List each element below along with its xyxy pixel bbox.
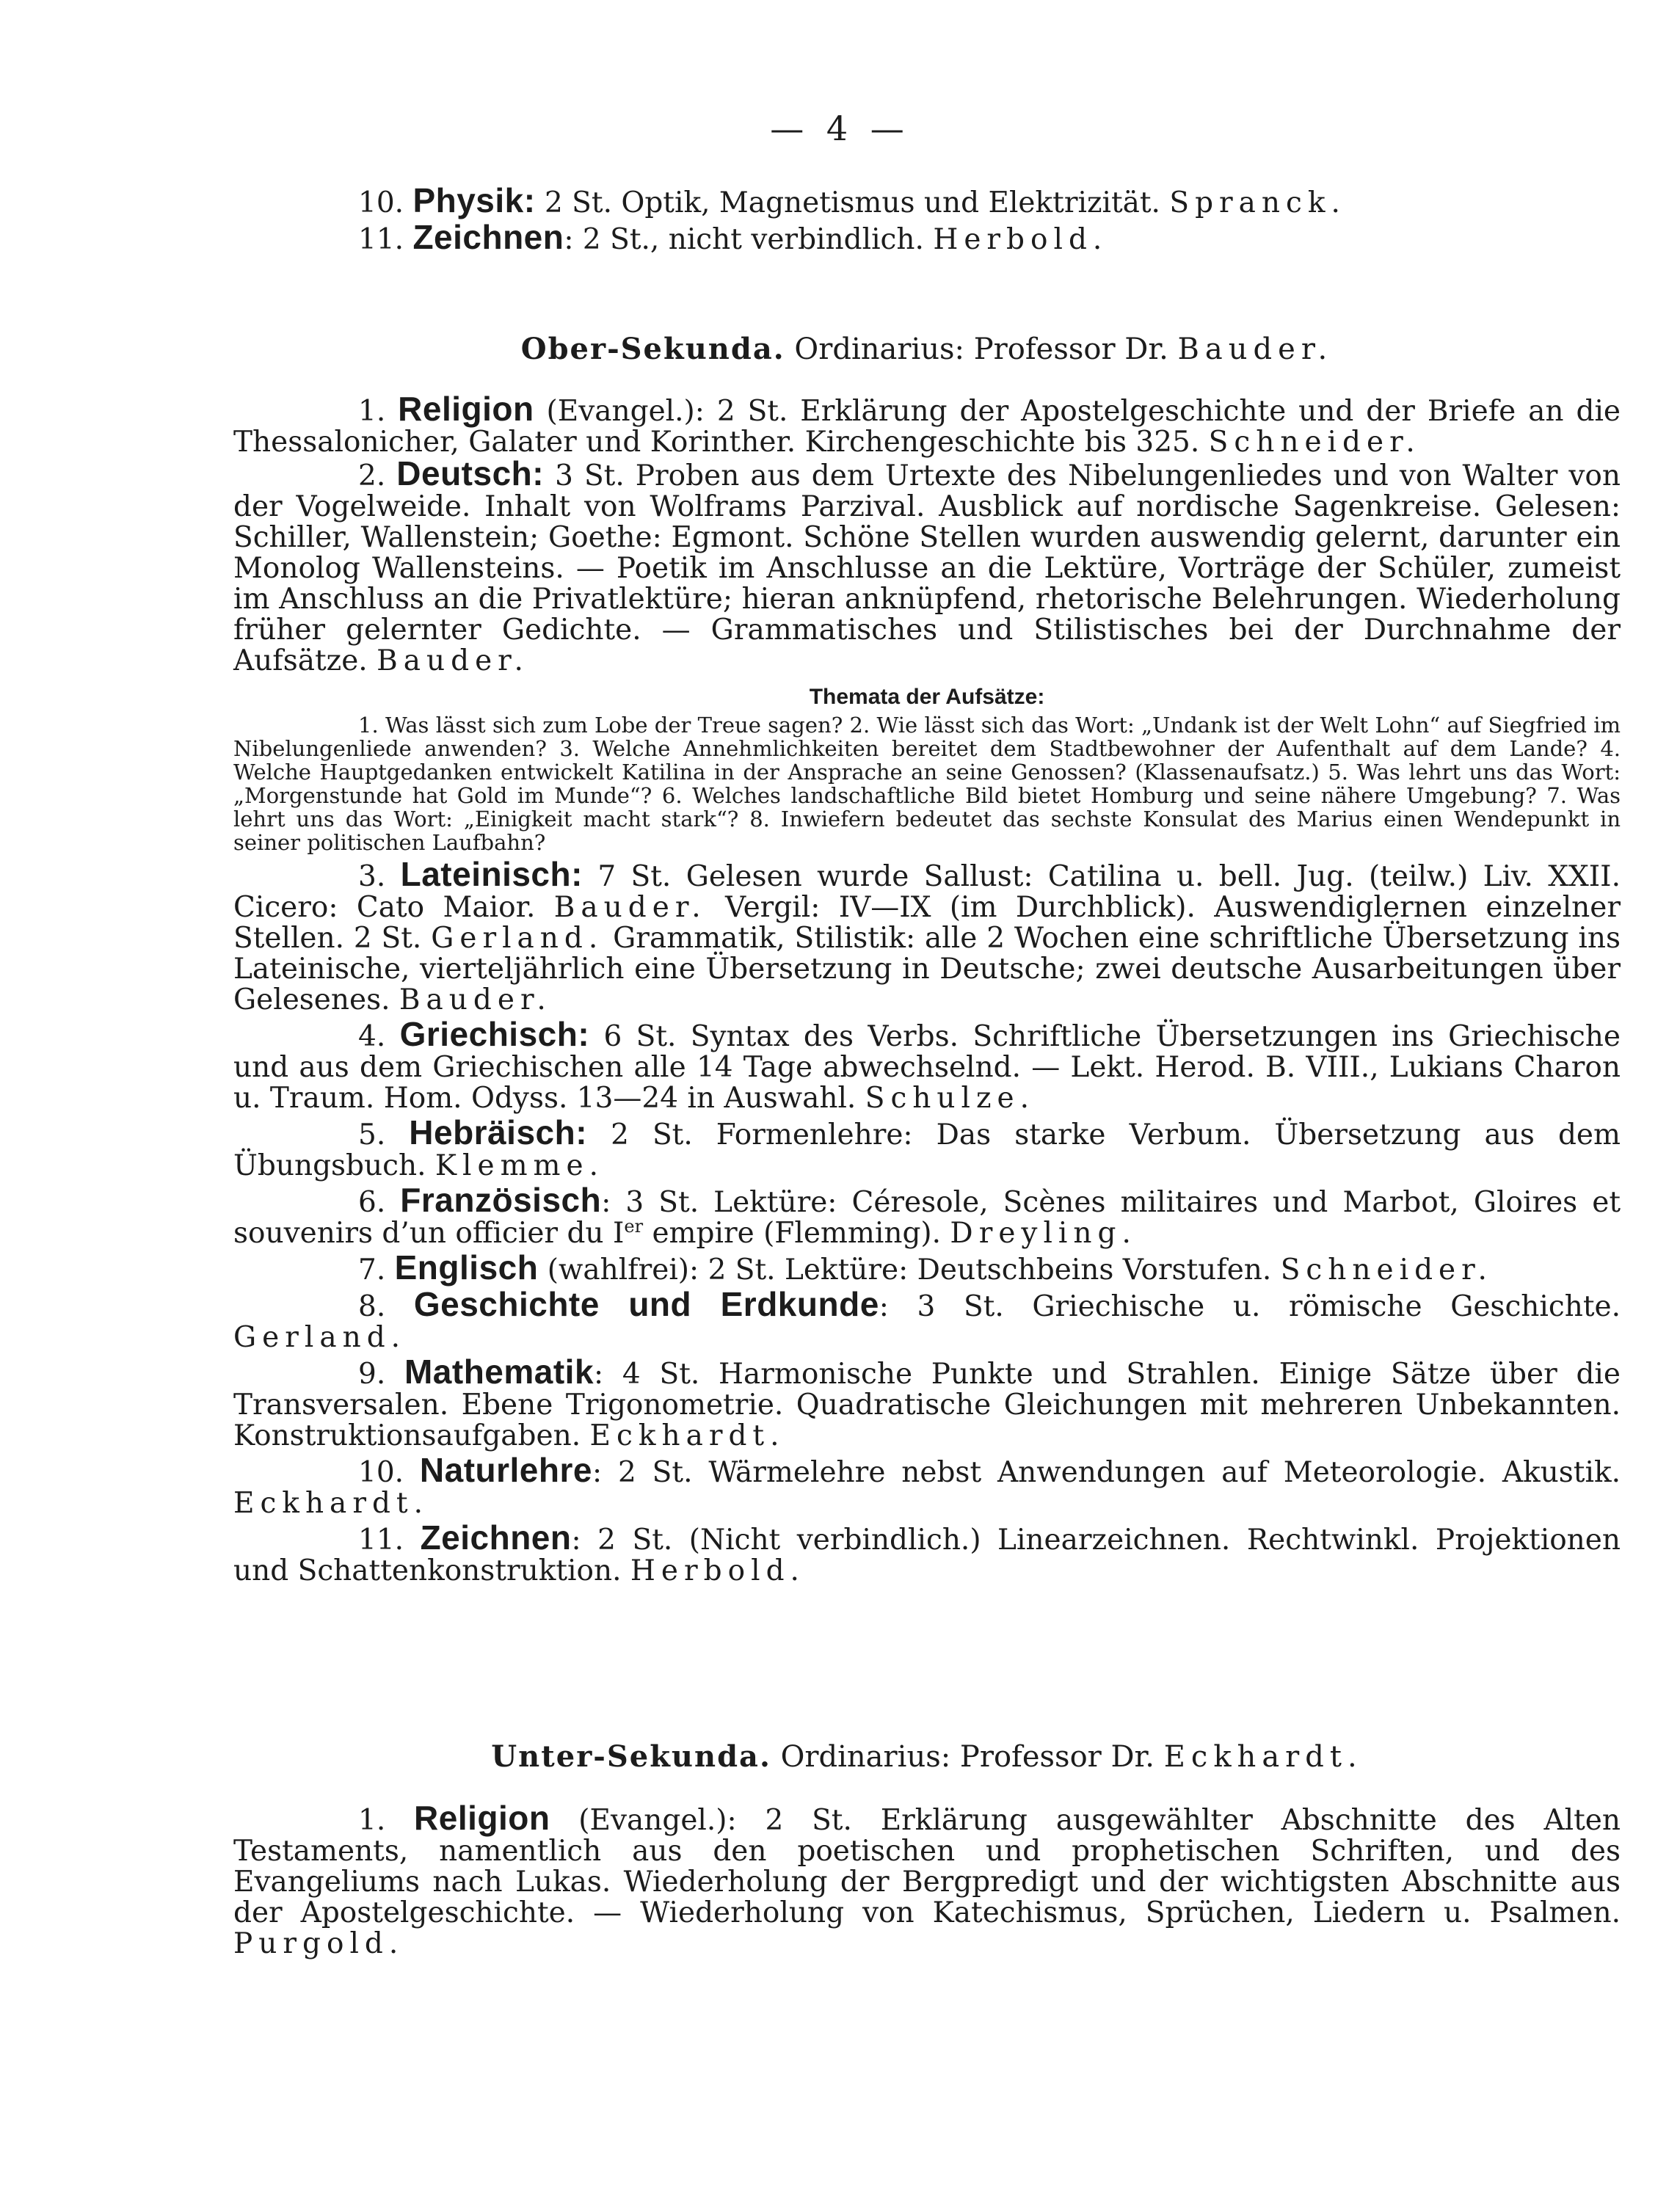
teacher-name: Herbold. (630, 1554, 805, 1587)
ober-zeichnen (233, 1518, 1621, 1587)
superscript: er (624, 1216, 644, 1237)
item-number: 6. (358, 1186, 386, 1219)
item-text: Grammatik, Stilistik: alle 2 Wochen eine schriftliche Übersetzung ins Lateinische, vierteljährlich eine Übersetzung in Deutsche; zwei deutsche Ausarbeitungen über Gelesenes. (233, 922, 1621, 1016)
teacher-name: Bauder. (399, 983, 552, 1016)
item-number: 2. (358, 459, 386, 492)
item-number: 3. (358, 860, 386, 893)
ober-latein (233, 855, 1621, 1016)
intro-physik (233, 181, 1621, 219)
ordinarius-teacher: Eckhardt. (1163, 1740, 1363, 1774)
ober-religion (233, 390, 1621, 459)
item-text: 7 St. Gelesen wurde Sallust: Catilina u. bell. Jug. (teilw.) Liv. XXII. Cicero: Cato Maior. (233, 860, 1621, 924)
ober-sekunda-heading (233, 332, 1621, 366)
item-text: 3 St. Proben aus dem Urtexte des Nibelungenliedes und von Walter von der Vogelweide. Inhalt von Wolframs Parzival. Ausblick auf nordische Sagenkreise. Gelesen: Schiller, Wallenstein; Goethe: Egmont. Schöne Stellen wurden auswendig gelernt, darunter ein Monolog Wallensteins. — Poetik im Anschlusse an die Lektüre, Vorträge der Schüler, zumeist im Anschluss an die Privatlektüre; hieran anknüpfend, rhetorische Belehrungen. Wiederholung früher gelernter Gedichte. — Grammatisches und Stilistisches bei der Durchnahme der Aufsätze. (233, 459, 1621, 677)
ober-deutsch (233, 454, 1621, 677)
item-text: : 2 St. (Nicht verbindlich.) Linearzeichnen. Rechtwinkl. Projektionen und Schattenkonstruktion. (233, 1524, 1621, 1587)
page-number: — 4 — (770, 109, 910, 148)
unter-sekunda-body (233, 1799, 1621, 1960)
item-text: Vergil: IV—IX (im Durchblick). Auswendiglernen einzelner Stellen. 2 St. (233, 891, 1621, 955)
item-number: 10. (358, 1456, 404, 1489)
teacher-name: Gerland. (233, 1321, 407, 1354)
subject-heading: Zeichnen (412, 218, 564, 256)
item-text: 2 St. Optik, Magnetismus und Elektrizität. (535, 186, 1170, 219)
class-name: Ober-Sekunda. (520, 332, 785, 366)
subject-heading: Geschichte und Erdkunde (413, 1285, 879, 1323)
ordinarius-label: Ordinarius: Professor Dr. (771, 1740, 1164, 1774)
item-number: 1. (358, 395, 386, 428)
themata-list (233, 713, 1621, 854)
item-number: 8. (358, 1290, 386, 1323)
subject-heading: Mathematik (404, 1353, 594, 1391)
teacher-name: Schneider. (1280, 1253, 1493, 1287)
teacher-name: Klemme. (434, 1149, 605, 1182)
subject-heading: Englisch (394, 1248, 539, 1287)
item-text: : 2 St., nicht verbindlich. (564, 223, 934, 256)
subject-heading: Lateinisch: (400, 855, 583, 893)
item-text: : 2 St. Wärmelehre nebst Anwendungen auf Meteorologie. Akustik. (592, 1456, 1621, 1489)
teacher-name: Eckhardt. (589, 1419, 785, 1452)
item-number: 7. (358, 1253, 386, 1287)
item-number: 11. (358, 1524, 404, 1557)
item-text: (Evangel.): 2 St. Erklärung der Apostelgeschichte und der Briefe an die Thessalonicher, Galater und Korinther. Kirchengeschichte bis 325. (233, 395, 1621, 459)
teacher-name: Gerland. (431, 922, 604, 955)
item-text: 2 St. Formenlehre: Das starke Verbum. Übersetzung aus dem Übungsbuch. (233, 1118, 1621, 1182)
intro-zeichnen (233, 218, 1621, 256)
subject-heading: Physik: (412, 181, 536, 219)
subject-heading: Naturlehre (419, 1451, 592, 1489)
ober-geschichte (233, 1285, 1621, 1354)
subject-heading: Zeichnen (420, 1518, 572, 1557)
subject-heading: Französisch (400, 1181, 602, 1219)
item-text: 6 St. Syntax des Verbs. Schriftliche Übersetzungen ins Griechische und aus dem Griechischen alle 14 Tage abwechselnd. — Lekt. Herod. B. VIII., Lukians Charon u. Traum. Hom. Odyss. 13—24 in Auswahl. (233, 1020, 1621, 1115)
teacher-name: Eckhardt. (233, 1487, 429, 1520)
ordinarius-label: Ordinarius: Professor Dr. (785, 332, 1178, 366)
teacher-name: Bauder. (377, 644, 529, 677)
subject-heading: Deutsch: (396, 454, 545, 492)
item-text: : 4 St. Harmonische Punkte und Strahlen. Einige Sätze über die Transversalen. Ebene Trigonometrie. Quadratische Gleichungen mit mehreren Unbekannten. Konstruktionsaufgaben. (233, 1358, 1621, 1452)
ordinarius-teacher: Bauder. (1177, 332, 1334, 366)
ober-franzoesisch (233, 1181, 1621, 1250)
ober-griechisch (233, 1015, 1621, 1115)
item-number: 4. (358, 1020, 386, 1053)
item-text: : 3 St. Lektüre: Céresole, Scènes militaires und Marbot, Gloires et souvenirs d’un officier du I (233, 1186, 1621, 1250)
item-number: 9. (358, 1358, 386, 1391)
item-number: 11. (358, 223, 404, 256)
class-name: Unter-Sekunda. (491, 1739, 771, 1774)
item-number: 1. (358, 1804, 386, 1837)
intro-section (233, 181, 1621, 256)
item-text: (Evangel.): 2 St. Erklärung ausgewählter Abschnitte des Alten Testaments, namentlich aus den poetischen und prophetischen Schriften, und des Evangeliums nach Lukas. Wiederholung der Bergpredigt und der wichtigsten Abschnitte aus der Apostelgeschichte. — Wiederholung von Katechismus, Sprüchen, Liedern u. Psalmen. (233, 1804, 1621, 1929)
teacher-name: Dreyling. (950, 1217, 1137, 1250)
ober-hebraeisch (233, 1113, 1621, 1182)
subject-heading: Religion (414, 1799, 550, 1837)
teacher-name: Bauder. (553, 891, 707, 924)
subject-heading: Hebräisch: (409, 1113, 588, 1151)
item-text: : 3 St. Griechische u. römische Geschichte. (879, 1290, 1621, 1323)
item-number: 10. (358, 186, 404, 219)
ober-sekunda-body (233, 390, 1621, 1587)
unter-sekunda-heading (233, 1739, 1621, 1774)
teacher-name: Schneider. (1208, 426, 1421, 459)
teacher-name: Purgold. (233, 1927, 404, 1960)
teacher-name: Spranck. (1169, 186, 1346, 219)
unter-religion (233, 1799, 1621, 1960)
ober-mathematik (233, 1353, 1621, 1452)
ober-naturlehre (233, 1451, 1621, 1520)
teacher-name: Schulze. (865, 1082, 1036, 1115)
teacher-name: Herbold. (933, 223, 1108, 256)
themata-text: 1. Was lässt sich zum Lobe der Treue sagen? 2. Wie lässt sich das Wort: „Undank ist der Welt Lohn“ auf Siegfried im Nibelungenliede anwenden? 3. Welche Annehmlichkeiten bereitet dem Stadtbewohner der Aufenthalt auf dem Lande? 4. Welche Hauptgedanken entwickelt Katilina in der Ansprache an seine Genossen? (Klassenaufsatz.) 5. Was lehrt uns das Wort: „Morgenstunde hat Gold im Munde“? 6. Welches landschaftliche Bild bietet Homburg und seine nähere Umgebung? 7. Was lehrt uns das Wort: „Einigkeit macht stark“? 8. Inwiefern bedeutet das sechste Konsulat des Marius einen Wendepunkt in seiner politischen Laufbahn? (233, 713, 1621, 855)
subject-heading: Griechisch: (399, 1015, 590, 1053)
themata-heading: Themata der Aufsätze: (809, 685, 1045, 709)
subject-heading: Religion (398, 390, 534, 428)
item-text: empire (Flemming). (643, 1217, 950, 1250)
item-text: (wahlfrei): 2 St. Lektüre: Deutschbeins Vorstufen. (538, 1253, 1281, 1287)
ober-englisch (233, 1248, 1621, 1287)
item-number: 5. (358, 1118, 386, 1151)
